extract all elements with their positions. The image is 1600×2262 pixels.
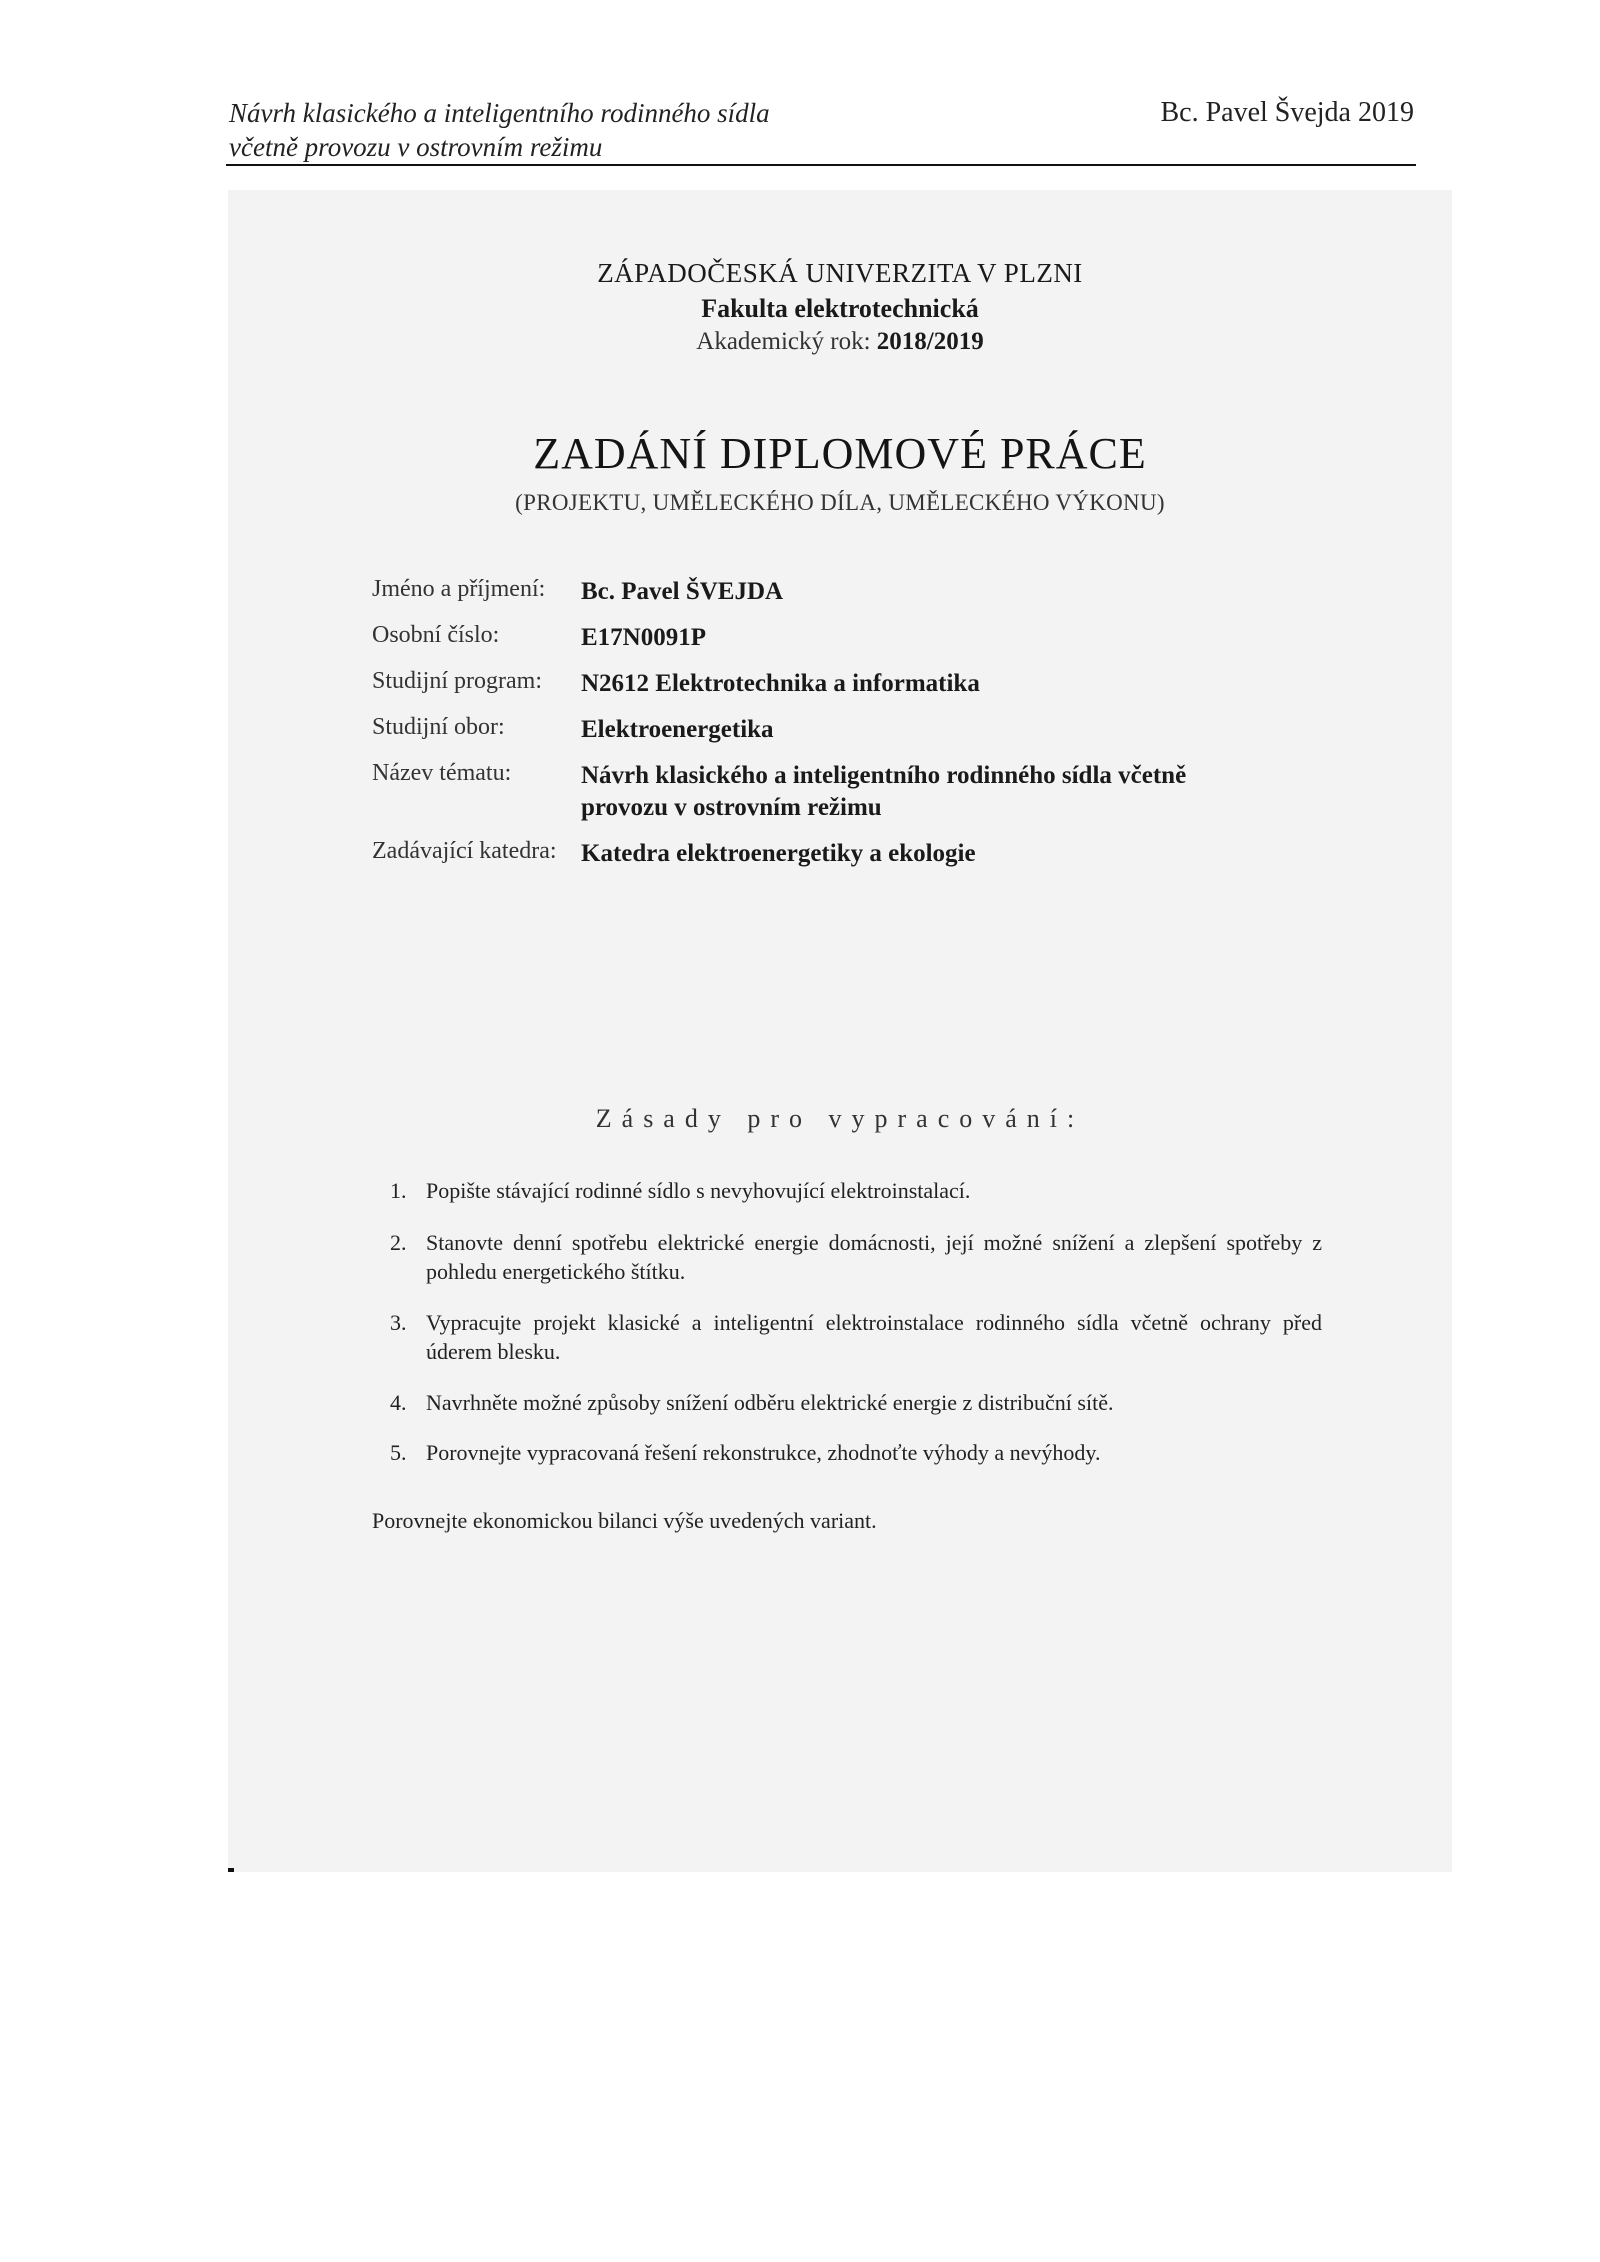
header-thesis-title: Návrh klasického a inteligentního rodinného sídla včetně provozu v ostrovním režimu bbox=[229, 98, 770, 162]
academic-year: Akademický rok: 2018/2019 bbox=[696, 328, 984, 355]
scan-edge-mark bbox=[228, 1868, 234, 1872]
document-subtitle: (PROJEKTU, UMĚLECKÉHO DÍLA, UMĚLECKÉHO VÝKONU) bbox=[515, 490, 1165, 515]
rules-heading: Zásady pro vypracování: bbox=[595, 1104, 1085, 1133]
document-title: ZADÁNÍ DIPLOMOVÉ PRÁCE bbox=[533, 429, 1147, 478]
header-divider bbox=[226, 164, 1416, 166]
header-author-year: Bc. Pavel Švejda 2019 bbox=[1160, 97, 1414, 128]
faculty-name: Fakulta elektrotechnická bbox=[701, 294, 979, 323]
university-name: ZÁPADOČESKÁ UNIVERZITA V PLZNI bbox=[597, 258, 1083, 288]
closing-instruction: Porovnejte ekonomickou bilanci výše uvedených variant. bbox=[372, 1508, 877, 1533]
